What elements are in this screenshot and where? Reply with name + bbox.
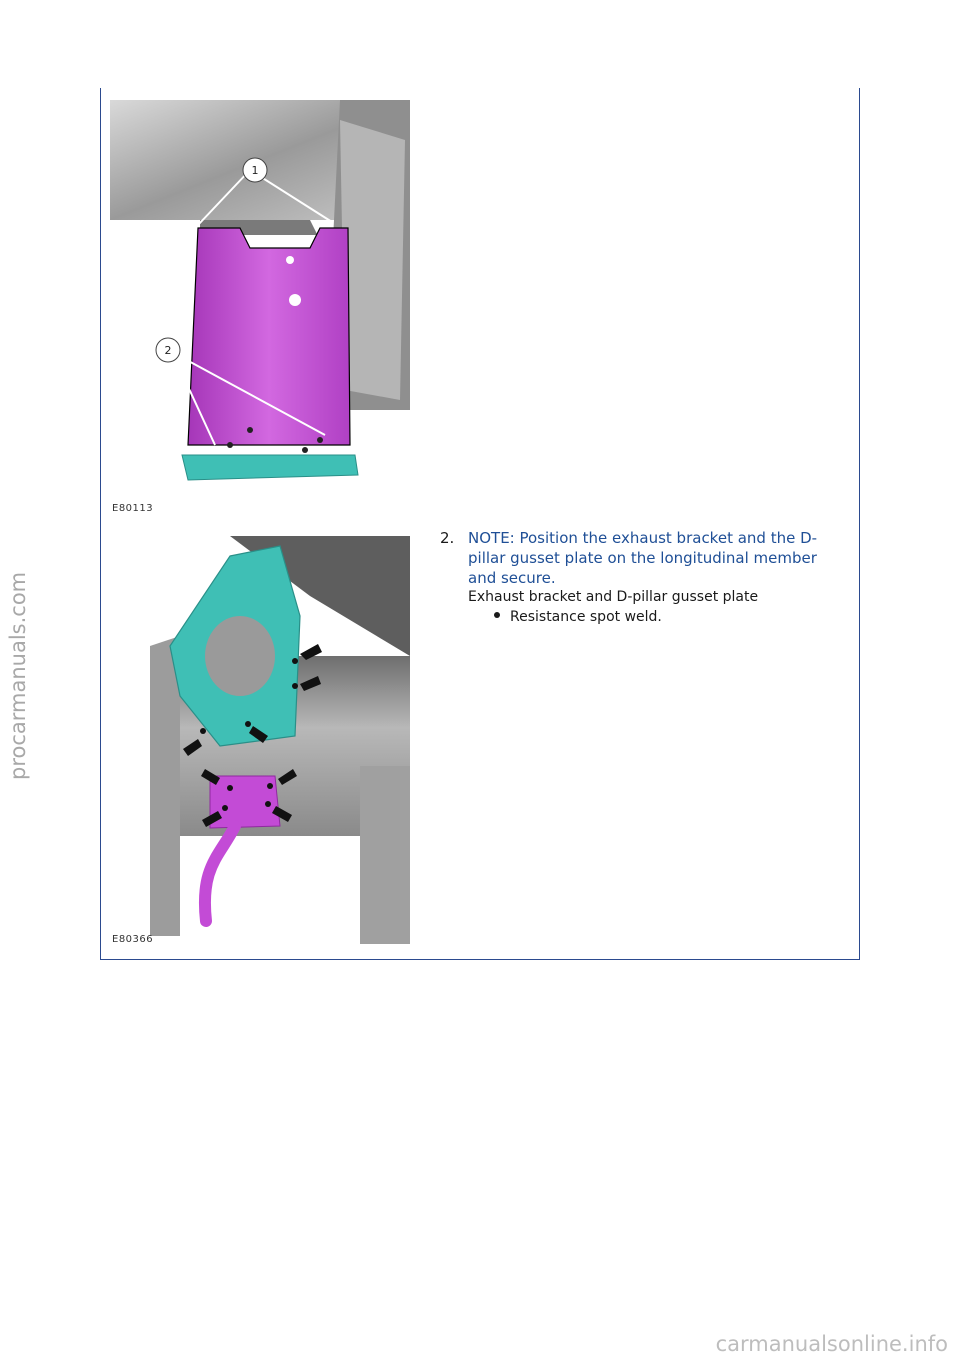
bullet-dot xyxy=(494,612,500,618)
figure-code: E80113 xyxy=(112,503,154,514)
watermark-side: procarmanuals.com xyxy=(6,571,30,780)
bullet-item xyxy=(494,607,662,627)
figure-longitudinal-member xyxy=(110,100,410,490)
teal-sill xyxy=(182,455,358,480)
figure-exhaust-bracket xyxy=(110,536,410,944)
bullet-text: Resistance spot weld. xyxy=(510,609,662,625)
watermark-bottom: carmanualsonline.info xyxy=(715,1332,948,1356)
illustration-longitudinal-member xyxy=(110,100,410,490)
step-note: NOTE: Position the exhaust bracket and the D-pillar gusset plate on the longitudinal member and secure. xyxy=(468,529,818,587)
svg-text:1: 1 xyxy=(251,164,259,177)
step-number: 2. xyxy=(440,529,455,547)
svg-text:2: 2 xyxy=(164,344,172,357)
illustration-exhaust-bracket xyxy=(110,536,410,944)
step-description: Exhaust bracket and D-pillar gusset plate xyxy=(468,589,759,605)
figure-code: E80366 xyxy=(112,934,154,945)
longitudinal-member-section xyxy=(188,228,350,445)
